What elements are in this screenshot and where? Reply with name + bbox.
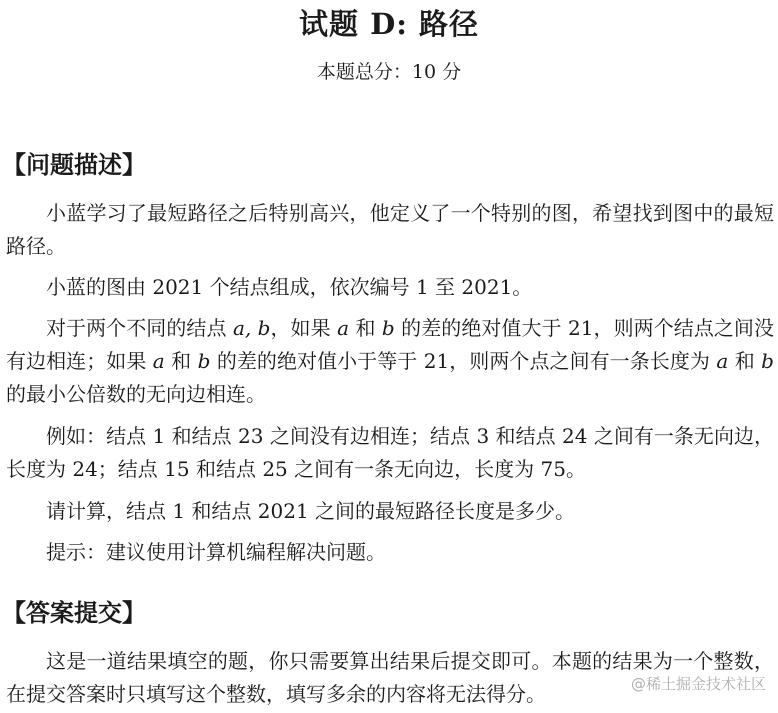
math-variable: a xyxy=(337,316,350,340)
paragraph-intro: 小蓝学习了最短路径之后特别高兴，他定义了一个特别的图，希望找到图中的最短路径。 xyxy=(6,201,774,258)
text-run: ，如果 xyxy=(270,316,338,340)
text-run: 和 xyxy=(349,316,382,340)
paragraph-graph-nodes: 小蓝的图由 2021 个结点组成，依次编号 1 至 2021。 xyxy=(46,275,533,299)
paragraph-hint: 提示：建议使用计算机编程解决问题。 xyxy=(46,540,386,564)
section-heading-answer-submission: 【答案提交】 xyxy=(2,598,146,627)
section-heading-problem-description: 【问题描述】 xyxy=(2,150,146,179)
paragraph-edge-rule xyxy=(6,312,774,411)
math-variable: b xyxy=(761,349,774,373)
text-run: 和 xyxy=(728,349,762,373)
math-variable: a, b xyxy=(232,316,271,340)
math-variable: a xyxy=(716,349,729,373)
math-variable: b xyxy=(197,349,211,373)
text-run: 和 xyxy=(164,349,198,373)
paragraph-submission-rules: 这是一道结果填空的题，你只需要算出结果后提交即可。本题的结果为一个整数，在提交答案时只填写这个整数，填写多余的内容将无法得分。 xyxy=(6,649,774,706)
problem-title: 试题 D: 路径 xyxy=(298,7,480,41)
paragraph-example: 例如：结点 1 和结点 23 之间没有边相连；结点 3 和结点 24 之间有一条无向边，长度为 24；结点 15 和结点 25 之间有一条无向边，长度为 75。 xyxy=(6,424,774,481)
total-score: 本题总分：10 分 xyxy=(316,61,462,83)
paragraph-question: 请计算，结点 1 和结点 2021 之间的最短路径长度是多少。 xyxy=(46,499,576,523)
math-variable: b xyxy=(381,316,395,340)
math-variable: a xyxy=(152,349,165,373)
site-watermark: @稀土掘金技术社区 xyxy=(630,675,766,693)
text-run: 对于两个不同的结点 xyxy=(46,316,233,340)
text-run: 的差的绝对值大于 21，则两个结点之间没有边相连；如果 xyxy=(6,316,774,373)
text-run: 的最小公倍数的无向边相连。 xyxy=(6,382,266,406)
text-run: 的差的绝对值小于等于 21，则两个点之间有一条长度为 xyxy=(210,349,717,373)
